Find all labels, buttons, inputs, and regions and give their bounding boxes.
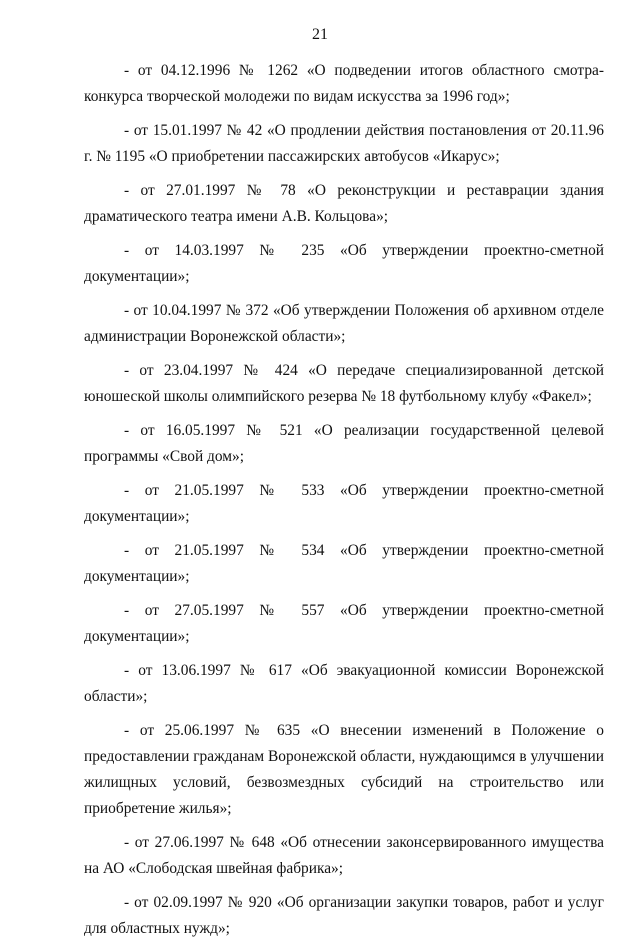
list-item: - от 27.01.1997 № 78 «О реконструкции и реставрации здания драматического театра имени А.В. Кольцова»; <box>84 182 604 225</box>
list-item: - от 04.12.1996 № 1262 «О подведении итогов областного смотра-конкурса творческой молодежи по видам искусства за 1996 год»; <box>84 62 604 105</box>
list-item: - от 10.04.1997 № 372 «Об утверждении Положения об архивном отделе администрации Воронежской области»; <box>84 302 604 345</box>
list-item: - от 21.05.1997 № 533 «Об утверждении проектно-сметной документации»; <box>84 482 604 525</box>
list-item: - от 27.05.1997 № 557 «Об утверждении проектно-сметной документации»; <box>84 602 604 645</box>
list-item: - от 13.06.1997 № 617 «Об эвакуационной комиссии Воронежской области»; <box>84 662 604 705</box>
list-item: - от 15.01.1997 № 42 «О продлении действия постановления от 20.11.96 г. № 1195 «О приобретении пассажирских автобусов «Икарус»; <box>84 122 604 165</box>
list-item: - от 25.06.1997 № 635 «О внесении изменений в Положение о предоставлении гражданам Воронежской области, нуждающимся в улучшении жилищных условий, безвозмездных субсидий на строительство или приобретение жилья»; <box>84 722 604 817</box>
list-item: - от 14.03.1997 № 235 «Об утверждении проектно-сметной документации»; <box>84 242 604 285</box>
page-number: 21 <box>312 26 328 43</box>
list-item: - от 21.05.1997 № 534 «Об утверждении проектно-сметной документации»; <box>84 542 604 585</box>
decree-list <box>84 58 604 950</box>
list-item: - от 23.04.1997 № 424 «О передаче специализированной детской юношеской школы олимпийского резерва № 18 футбольному клубу «Факел»; <box>84 362 604 405</box>
list-item: - от 02.09.1997 № 920 «Об организации закупки товаров, работ и услуг для областных нужд»; <box>84 894 604 937</box>
list-item: - от 16.05.1997 № 521 «О реализации государственной целевой программы «Свой дом»; <box>84 422 604 465</box>
list-item: - от 27.06.1997 № 648 «Об отнесении законсервированного имущества на АО «Слободская швейная фабрика»; <box>84 834 604 877</box>
